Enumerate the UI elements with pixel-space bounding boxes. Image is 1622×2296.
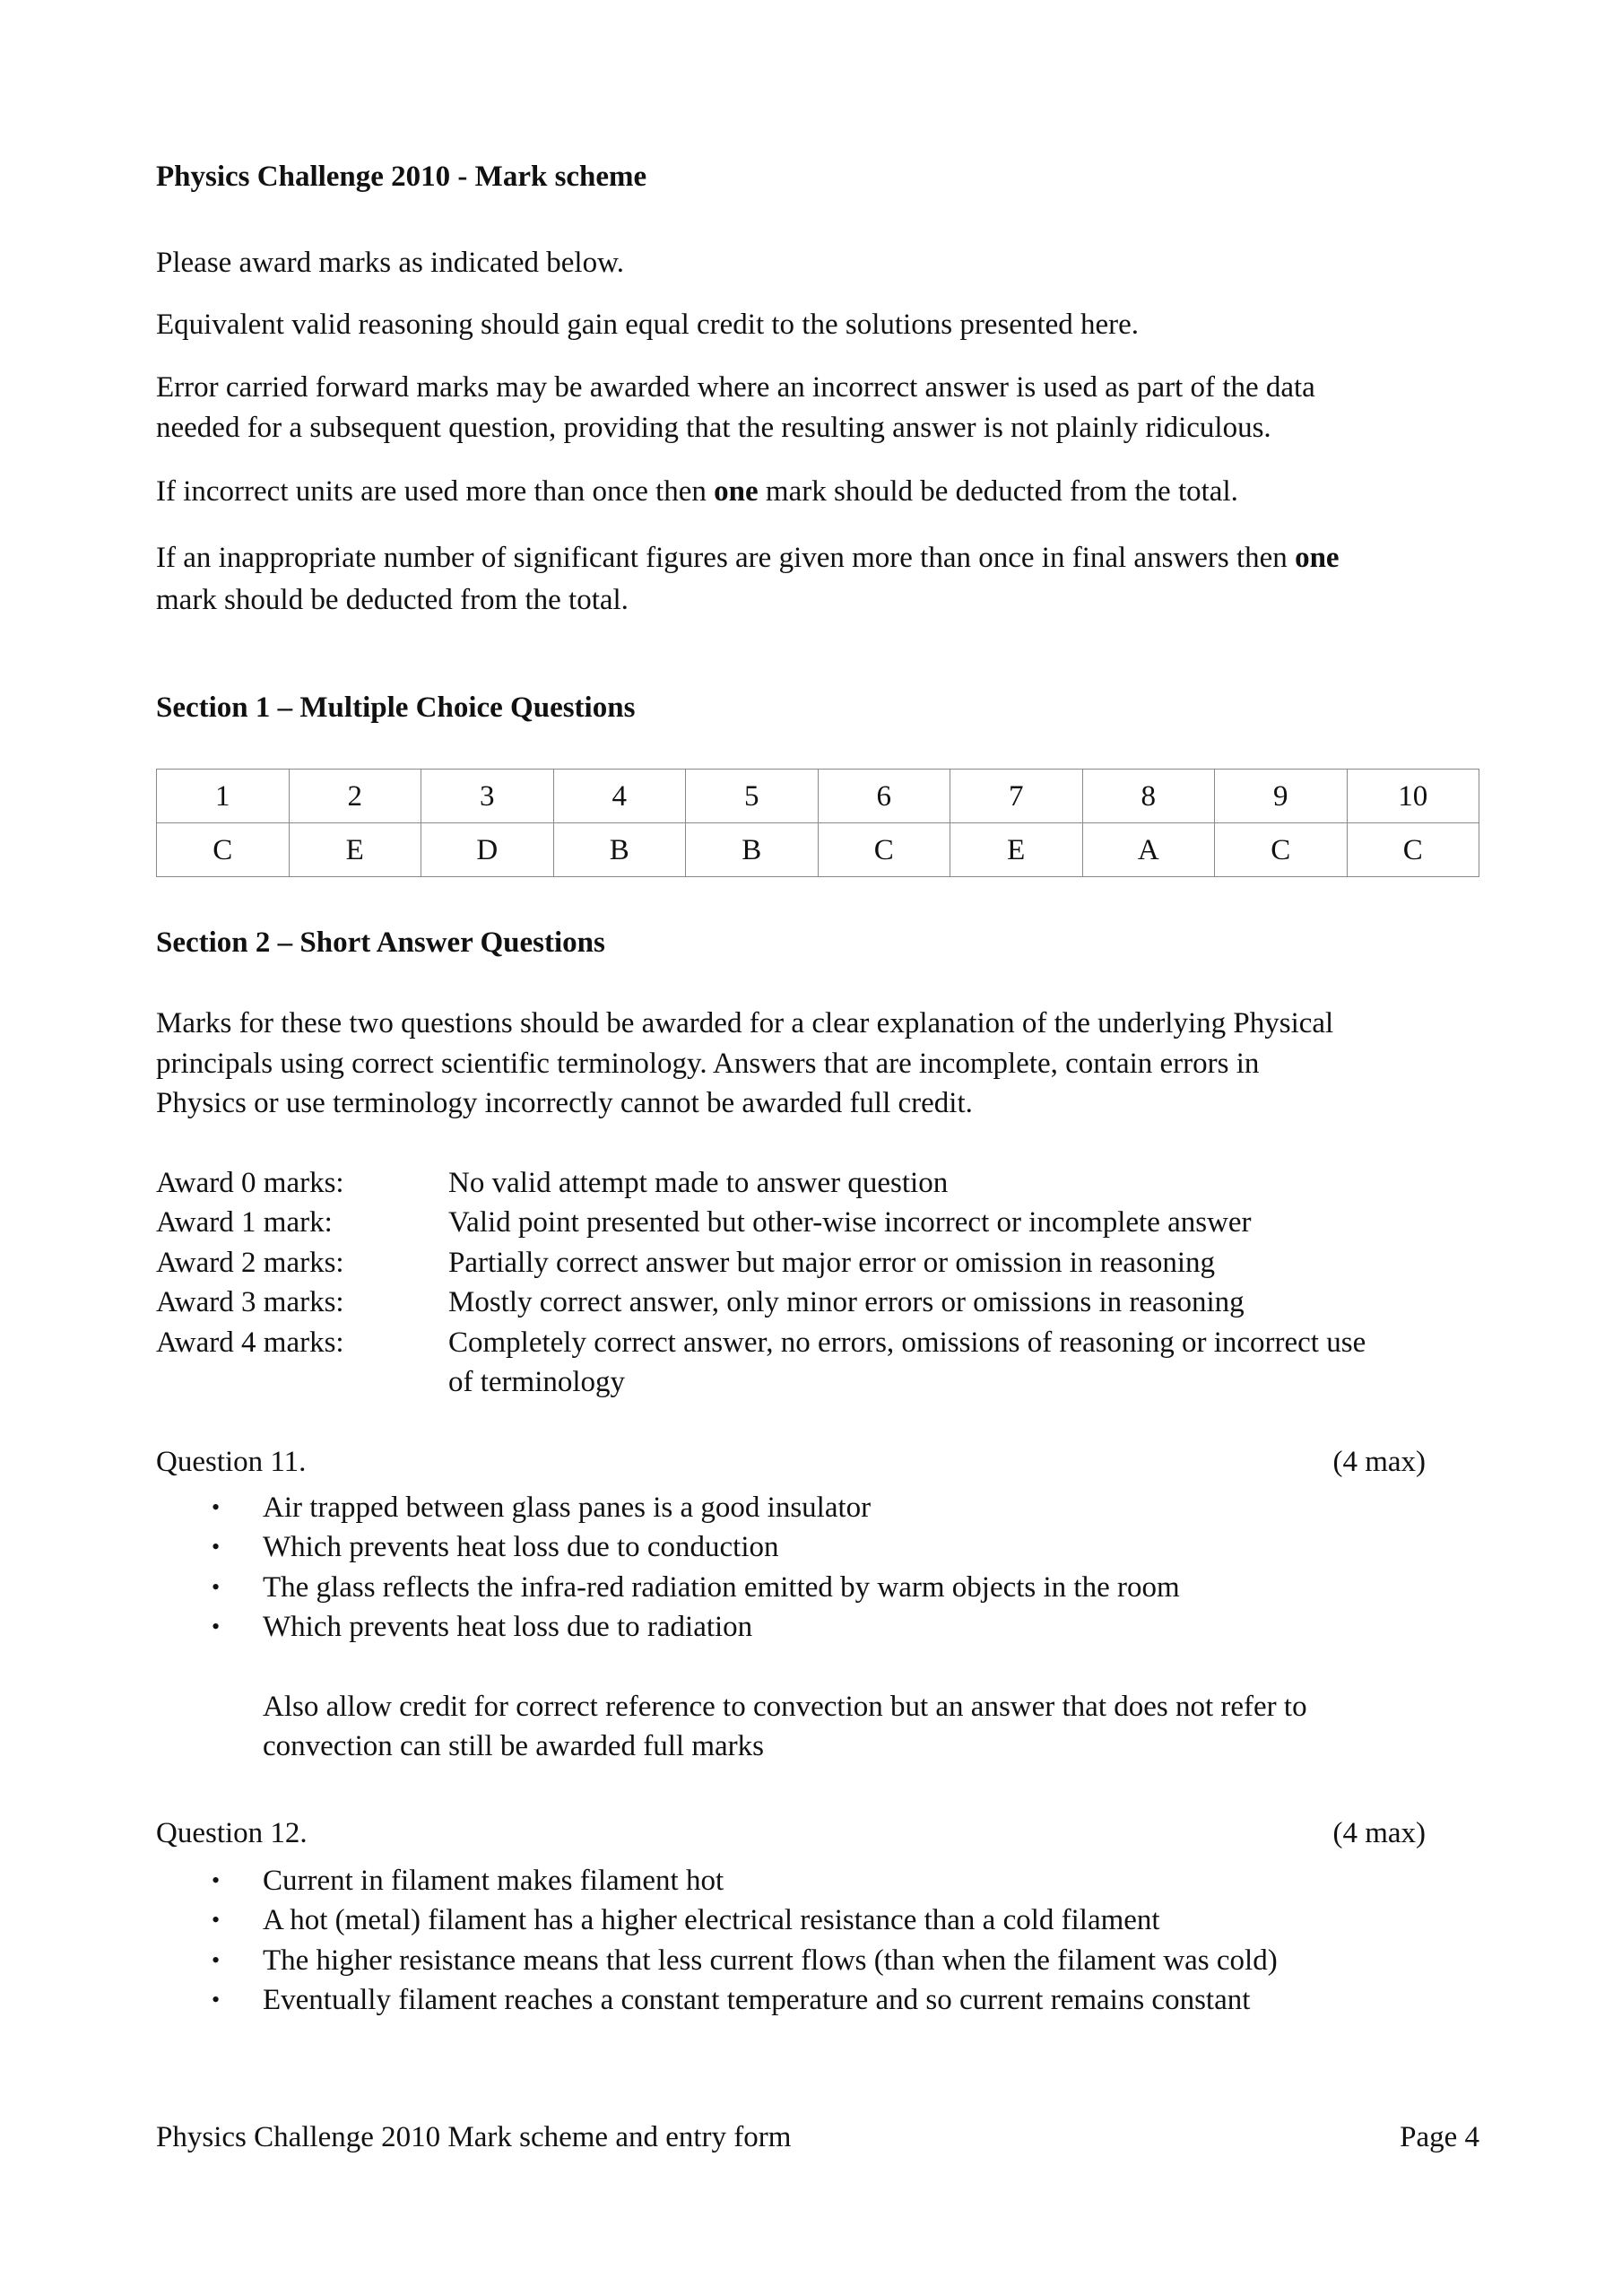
page-title: Physics Challenge 2010 - Mark scheme bbox=[156, 161, 647, 193]
award-description: Valid point presented but other-wise incorrect or incomplete answer bbox=[448, 1206, 1252, 1239]
q11-bullet-text: Which prevents heat loss due to conduction bbox=[263, 1531, 779, 1563]
answer-cell: C bbox=[157, 823, 290, 877]
intro-paragraph-1: Please award marks as indicated below. bbox=[156, 247, 625, 279]
award-description: Partially correct answer but major error or omission in reasoning bbox=[448, 1247, 1216, 1279]
question-11-max-marks: (4 max) bbox=[1332, 1446, 1426, 1478]
question-12-label: Question 12. bbox=[156, 1817, 308, 1849]
units-rule-emphasis: one bbox=[714, 475, 759, 508]
answer-cell: C bbox=[1347, 823, 1479, 877]
bullet-icon: • bbox=[212, 1987, 221, 2013]
bullet-icon: • bbox=[212, 1494, 221, 1520]
award-label: Award 3 marks: bbox=[156, 1286, 344, 1318]
intro-paragraph-4 bbox=[156, 472, 1238, 511]
q11-bullet-text: The glass reflects the infra-red radiation emitted by warm objects in the room bbox=[263, 1571, 1180, 1604]
q11-note-line-1: Also allow credit for correct reference to convection but an answer that does not refer to bbox=[263, 1691, 1307, 1723]
question-number-cell: 4 bbox=[553, 770, 686, 823]
question-number-cell: 1 bbox=[157, 770, 290, 823]
section-2-intro-line-3: Physics or use terminology incorrectly cannot be awarded full credit. bbox=[156, 1087, 973, 1119]
multiple-choice-answer-table bbox=[156, 769, 1479, 877]
footer-document-title: Physics Challenge 2010 Mark scheme and entry form bbox=[156, 2121, 792, 2153]
bullet-icon: • bbox=[212, 1907, 221, 1933]
question-number-row bbox=[157, 770, 1479, 823]
q12-bullet-text: Current in filament makes filament hot bbox=[263, 1865, 724, 1897]
award-label: Award 0 marks: bbox=[156, 1167, 344, 1199]
q11-bullet-text: Air trapped between glass panes is a good insulator bbox=[263, 1492, 872, 1524]
question-number-cell: 9 bbox=[1215, 770, 1348, 823]
q11-bullet-text: Which prevents heat loss due to radiation bbox=[263, 1611, 753, 1643]
answer-row bbox=[157, 823, 1479, 877]
sigfig-rule-pre: If an inappropriate number of significant figures are given more than once in final answers then bbox=[156, 542, 1296, 574]
q12-bullet-text: A hot (metal) filament has a higher electrical resistance than a cold filament bbox=[263, 1904, 1160, 1936]
bullet-icon: • bbox=[212, 1613, 221, 1639]
sigfig-rule-emphasis: one bbox=[1295, 542, 1340, 574]
bullet-icon: • bbox=[212, 1574, 221, 1600]
answer-cell: B bbox=[553, 823, 686, 877]
footer-page-number: Page 4 bbox=[1400, 2121, 1479, 2153]
question-number-cell: 6 bbox=[818, 770, 950, 823]
question-number-cell: 10 bbox=[1347, 770, 1479, 823]
section-2-intro-line-2: principals using correct scientific terminology. Answers that are incomplete, contain errors in bbox=[156, 1048, 1260, 1080]
question-12-max-marks: (4 max) bbox=[1332, 1817, 1426, 1849]
award-label: Award 2 marks: bbox=[156, 1247, 344, 1279]
section-1-heading: Section 1 – Multiple Choice Questions bbox=[156, 691, 636, 724]
award-description: Mostly correct answer, only minor errors or omissions in reasoning bbox=[448, 1286, 1245, 1318]
award-description: No valid attempt made to answer question bbox=[448, 1167, 949, 1199]
award-description-continued: of terminology bbox=[448, 1366, 626, 1398]
bullet-icon: • bbox=[212, 1534, 221, 1560]
answer-cell: B bbox=[686, 823, 819, 877]
question-number-cell: 5 bbox=[686, 770, 819, 823]
section-2-intro-line-1: Marks for these two questions should be awarded for a clear explanation of the underlying Physical bbox=[156, 1007, 1334, 1039]
award-label: Award 4 marks: bbox=[156, 1326, 344, 1359]
answer-cell: E bbox=[950, 823, 1083, 877]
intro-paragraph-5-line-1 bbox=[156, 538, 1340, 578]
award-description: Completely correct answer, no errors, omissions of reasoning or incorrect use bbox=[448, 1326, 1366, 1359]
award-label: Award 1 mark: bbox=[156, 1206, 333, 1239]
q12-bullet-text: The higher resistance means that less current flows (than when the filament was cold) bbox=[263, 1944, 1278, 1977]
bullet-icon: • bbox=[212, 1947, 221, 1973]
question-number-cell: 7 bbox=[950, 770, 1083, 823]
section-2-heading: Section 2 – Short Answer Questions bbox=[156, 926, 605, 959]
intro-paragraph-3-line-2: needed for a subsequent question, providing that the resulting answer is not plainly ridiculous. bbox=[156, 412, 1271, 444]
question-number-cell: 3 bbox=[421, 770, 554, 823]
answer-cell: C bbox=[1215, 823, 1348, 877]
units-rule-post: mark should be deducted from the total. bbox=[758, 475, 1238, 508]
bullet-icon: • bbox=[212, 1867, 221, 1893]
question-11-label: Question 11. bbox=[156, 1446, 307, 1478]
units-rule-pre: If incorrect units are used more than once then bbox=[156, 475, 715, 508]
question-number-cell: 2 bbox=[289, 770, 421, 823]
q12-bullet-text: Eventually filament reaches a constant temperature and so current remains constant bbox=[263, 1984, 1251, 2016]
intro-paragraph-2: Equivalent valid reasoning should gain equal credit to the solutions presented here. bbox=[156, 309, 1140, 341]
intro-paragraph-3-line-1: Error carried forward marks may be awarded where an incorrect answer is used as part of the data bbox=[156, 371, 1315, 404]
answer-cell: C bbox=[818, 823, 950, 877]
answer-cell: E bbox=[289, 823, 421, 877]
q11-note-line-2: convection can still be awarded full marks bbox=[263, 1730, 764, 1762]
question-number-cell: 8 bbox=[1082, 770, 1215, 823]
answer-cell: A bbox=[1082, 823, 1215, 877]
intro-paragraph-5-line-2: mark should be deducted from the total. bbox=[156, 584, 629, 616]
answer-cell: D bbox=[421, 823, 554, 877]
